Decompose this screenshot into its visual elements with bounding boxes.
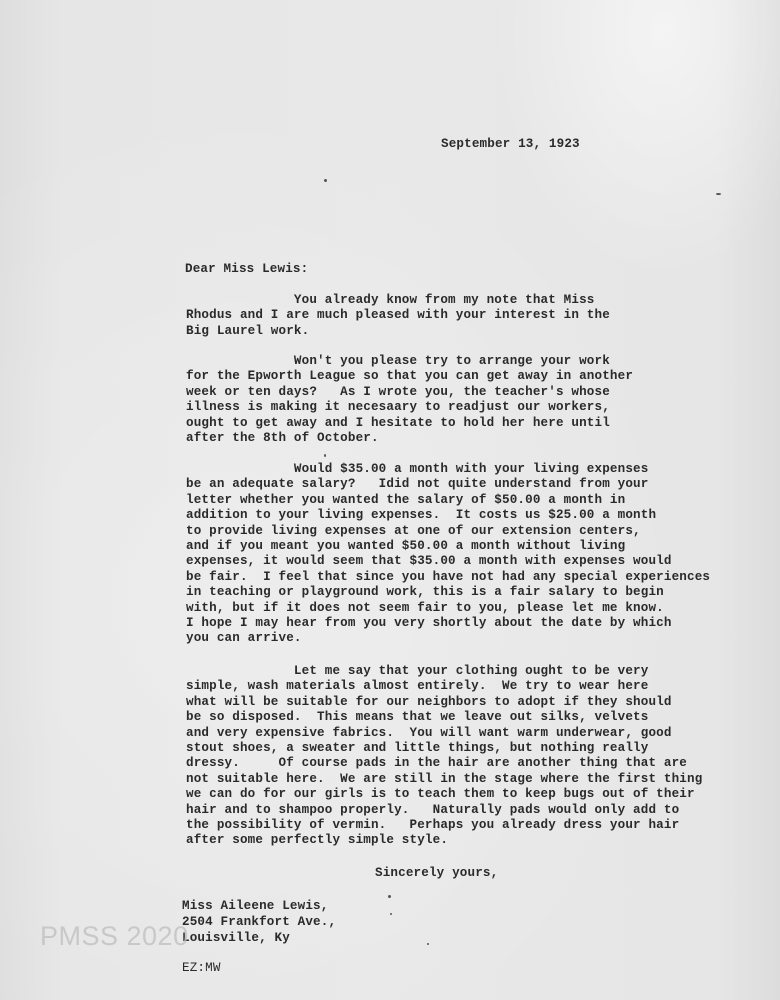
paragraph-line: with, but if it does not seem fair to you, please let me know.: [186, 600, 664, 615]
paragraph-line: ought to get away and I hesitate to hold her here until: [186, 415, 610, 430]
paper-speck: [427, 943, 429, 945]
paragraph-line: Would $35.00 a month with your living expenses: [186, 462, 649, 476]
paragraph-line: week or ten days? As I wrote you, the teacher's whose: [186, 384, 610, 399]
closing: Sincerely yours,: [375, 866, 499, 880]
paragraph-line: and if you meant you wanted $50.00 a month without living: [186, 538, 626, 553]
paragraph-line: be an adequate salary? Idid not quite understand from your: [186, 477, 649, 492]
paper-speck: [324, 179, 327, 182]
paragraph-1: [186, 293, 610, 339]
paragraph-line: to provide living expenses at one of our extension centers,: [186, 523, 641, 538]
paragraph-line: I hope I may hear from you very shortly about the date by which: [186, 615, 672, 630]
address-line: Miss Aileene Lewis,: [182, 899, 329, 913]
paragraph-line: we can do for our girls is to teach them to keep bugs out of their: [186, 787, 695, 802]
paragraph-line: Rhodus and I are much pleased with your interest in the: [186, 308, 610, 323]
typist-initials: EZ:MW: [182, 961, 221, 975]
paragraph-line: stout shoes, a sweater and little things, but nothing really: [186, 740, 649, 755]
paragraph-line: hair and to shampoo properly. Naturally pads would only add to: [186, 802, 680, 817]
paragraph-line: and very expensive fabrics. You will want warm underwear, good: [186, 725, 672, 740]
salutation: Dear Miss Lewis:: [185, 262, 309, 276]
paragraph-line: the possibility of vermin. Perhaps you already dress your hair: [186, 817, 680, 832]
paper-speck: [716, 193, 721, 195]
paragraph-line: You already know from my note that Miss: [186, 293, 595, 307]
paragraph-line: dressy. Of course pads in the hair are another thing that are: [186, 756, 687, 771]
paragraph-line: expenses, it would seem that $35.00 a month with expenses would: [186, 554, 672, 569]
paragraph-line: Big Laurel work.: [186, 323, 310, 338]
paragraph-line: after some perfectly simple style.: [186, 833, 449, 848]
paragraph-line: letter whether you wanted the salary of $50.00 a month in: [186, 492, 626, 507]
paragraph-3: [186, 462, 710, 647]
paragraph-line: be so disposed. This means that we leave out silks, velvets: [186, 710, 649, 725]
paper-speck: [324, 454, 326, 457]
paragraph-line: illness is making it necesaary to readjust our workers,: [186, 400, 610, 415]
paragraph-line: not suitable here. We are still in the stage where the first thing: [186, 771, 703, 786]
paragraph-4: [186, 664, 702, 849]
paper-speck: [390, 913, 392, 915]
paragraph-line: Won't you please try to arrange your work: [186, 354, 610, 368]
paragraph-line: in teaching or playground work, this is a fair salary to begin: [186, 585, 664, 600]
recipient-address: [182, 898, 336, 946]
letter-date: September 13, 1923: [441, 137, 580, 151]
paragraph-line: after the 8th of October.: [186, 430, 379, 445]
paragraph-line: Let me say that your clothing ought to be very: [186, 664, 649, 678]
paragraph-line: you can arrive.: [186, 631, 302, 646]
address-line: Louisville, Ky: [182, 931, 290, 945]
paragraph-line: addition to your living expenses. It costs us $25.00 a month: [186, 508, 657, 523]
paper-speck: [388, 895, 391, 898]
paragraph-line: simple, wash materials almost entirely. We try to wear here: [186, 679, 649, 694]
paragraph-line: be fair. I feel that since you have not had any special experiences: [186, 569, 711, 584]
watermark: PMSS 2020: [40, 921, 189, 951]
paragraph-line: for the Epworth League so that you can get away in another: [186, 369, 634, 384]
address-line: 2504 Frankfort Ave.,: [182, 915, 337, 929]
paragraph-2: [186, 354, 633, 446]
paragraph-line: what will be suitable for our neighbors to adopt if they should: [186, 694, 672, 709]
